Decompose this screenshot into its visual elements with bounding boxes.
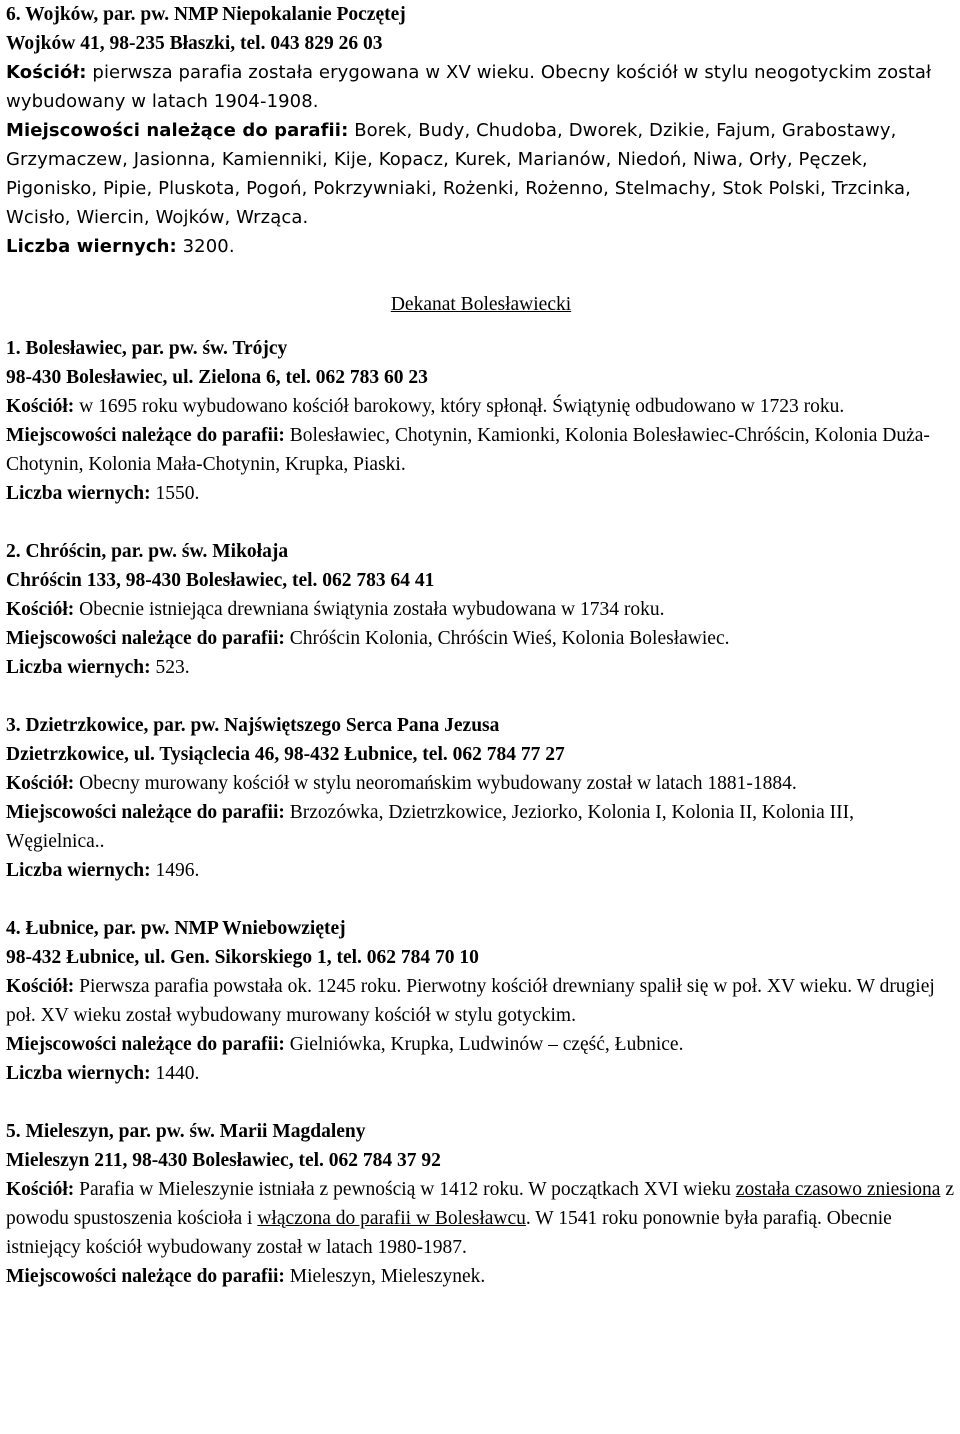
church-label: Kościół: — [6, 773, 75, 794]
parish-heading: 5. Mieleszyn, par. pw. św. Marii Magdaleny — [6, 1121, 366, 1142]
parish-heading: 6. Wojków, par. pw. NMP Niepokalanie Poczętej — [6, 4, 406, 25]
parish-church-info — [6, 972, 956, 1030]
parish-localities — [6, 116, 956, 232]
parish-3-dzietrzkowice — [6, 711, 956, 885]
parish-church-info — [6, 58, 956, 116]
faithful-text: 3200. — [176, 236, 235, 257]
localities-label: Miejscowości należące do parafii: — [6, 802, 285, 823]
church-text: z powodu spustoszenia kościoła i — [6, 1179, 954, 1229]
parish-2-chroscin — [6, 537, 956, 682]
parish-church-info — [6, 769, 956, 798]
parish-6-wojkow — [6, 0, 956, 261]
localities-text: Chróścin Kolonia, Chróścin Wieś, Kolonia Bolesławiec. — [284, 628, 730, 649]
parish-faithful-count — [6, 232, 956, 261]
parish-church-info — [6, 595, 956, 624]
parish-localities — [6, 798, 956, 856]
parish-heading: 4. Łubnice, par. pw. NMP Wniebowziętej — [6, 918, 346, 939]
parish-localities — [6, 1262, 956, 1291]
parish-faithful-count — [6, 653, 956, 682]
parish-localities — [6, 421, 956, 479]
parish-localities — [6, 624, 956, 653]
parish-faithful-count — [6, 856, 956, 885]
localities-label: Miejscowości należące do parafii: — [6, 425, 285, 446]
localities-text: Gielniówka, Krupka, Ludwinów – część, Łubnice. — [284, 1034, 684, 1055]
church-text: . W 1541 roku ponownie była parafią. Obecnie istniejący kościół wybudowany został w latach 1980-1987. — [6, 1208, 892, 1258]
spacer — [6, 1088, 956, 1117]
faithful-label: Liczba wiernych: — [6, 483, 151, 504]
parish-faithful-count — [6, 1059, 956, 1088]
parish-localities — [6, 1030, 956, 1059]
church-label: Kościół: — [6, 976, 75, 997]
faithful-label: Liczba wiernych: — [6, 1063, 151, 1084]
parish-1-boleslawiec — [6, 334, 956, 508]
church-text: Obecny murowany kościół w stylu neoromańskim wybudowany został w latach 1881-1884. — [74, 773, 797, 794]
faithful-text: 1550. — [150, 483, 200, 504]
deanery-heading: Dekanat Bolesławiecki — [390, 294, 572, 315]
localities-label: Miejscowości należące do parafii: — [6, 1034, 285, 1055]
parish-heading: 3. Dzietrzkowice, par. pw. Najświętszego Serca Pana Jezusa — [6, 715, 500, 736]
parish-4-lubnice — [6, 914, 956, 1088]
parish-5-mieleszyn — [6, 1117, 956, 1291]
church-text: Parafia w Mieleszynie istniała z pewnością w 1412 roku. W początkach XVI wieku — [74, 1179, 736, 1200]
localities-label: Miejscowości należące do parafii: — [6, 120, 349, 141]
faithful-label: Liczba wiernych: — [6, 860, 151, 881]
localities-text: Mieleszyn, Mieleszynek. — [284, 1266, 486, 1287]
document-page — [6, 0, 956, 1291]
localities-label: Miejscowości należące do parafii: — [6, 628, 285, 649]
underlined-phrase: została czasowo zniesiona — [735, 1179, 941, 1200]
parish-heading: 2. Chróścin, par. pw. św. Mikołaja — [6, 541, 289, 562]
parish-church-info — [6, 392, 956, 421]
church-text: Pierwsza parafia powstała ok. 1245 roku. Pierwotny kościół drewniany spalił się w poł. XV wieku. W drugiej poł. XV wieku został wybudowany murowany kościół w stylu gotyckim. — [6, 976, 935, 1026]
localities-label: Miejscowości należące do parafii: — [6, 1266, 285, 1287]
church-text: w 1695 roku wybudowano kościół barokowy, który spłonął. Świątynię odbudowano w 1723 roku. — [74, 396, 845, 417]
localities-text: Bolesławiec, Chotynin, Kamionki, Kolonia Bolesławiec-Chróścin, Kolonia Duża-Chotynin, Kolonia Mała-Chotynin, Krupka, Piaski. — [6, 425, 930, 475]
parish-faithful-count — [6, 479, 956, 508]
church-label: Kościół: — [6, 396, 75, 417]
church-text: Obecnie istniejąca drewniana świątynia została wybudowana w 1734 roku. — [74, 599, 665, 620]
spacer — [6, 885, 956, 914]
church-label: Kościół: — [6, 1179, 75, 1200]
church-label: Kościół: — [6, 62, 87, 83]
underlined-phrase: włączona do parafii w Bolesławcu — [257, 1208, 526, 1229]
faithful-label: Liczba wiernych: — [6, 236, 177, 257]
faithful-text: 1496. — [150, 860, 200, 881]
church-text: pierwsza parafia została erygowana w XV wieku. Obecny kościół w stylu neogotyckim został wybudowany w latach 1904-1908. — [6, 62, 932, 112]
church-label: Kościół: — [6, 599, 75, 620]
parish-address: 98-432 Łubnice, ul. Gen. Sikorskiego 1, tel. 062 784 70 10 — [6, 947, 479, 968]
spacer — [6, 508, 956, 537]
spacer — [6, 682, 956, 711]
parish-address: Dzietrzkowice, ul. Tysiąclecia 46, 98-432 Łubnice, tel. 062 784 77 27 — [6, 744, 565, 765]
parish-address: Chróścin 133, 98-430 Bolesławiec, tel. 062 783 64 41 — [6, 570, 435, 591]
faithful-text: 523. — [150, 657, 190, 678]
parish-address: Mieleszyn 211, 98-430 Bolesławiec, tel. 062 784 37 92 — [6, 1150, 441, 1171]
parish-address: Wojków 41, 98-235 Błaszki, tel. 043 829 26 03 — [6, 33, 383, 54]
faithful-label: Liczba wiernych: — [6, 657, 151, 678]
parish-church-info — [6, 1175, 956, 1262]
localities-text: Borek, Budy, Chudoba, Dworek, Dzikie, Fajum, Grabostawy, Grzymaczew, Jasionna, Kamienniki, Kije, Kopacz, Kurek, Marianów, Niedoń, Niwa, Orły, Pęczek, Pigonisko, Pipie, Pluskota, Pogoń, Pokrzywniaki, Rożenki, Rożenno, Stelmachy, Stok Polski, Trzcinka, Wcisło, Wiercin, Wojków, Wrząca. — [6, 120, 912, 228]
parish-heading: 1. Bolesławiec, par. pw. św. Trójcy — [6, 338, 288, 359]
parish-address: 98-430 Bolesławiec, ul. Zielona 6, tel. 062 783 60 23 — [6, 367, 428, 388]
localities-text: Brzozówka, Dzietrzkowice, Jeziorko, Kolonia I, Kolonia II, Kolonia III, Węgielnica.. — [6, 802, 854, 852]
faithful-text: 1440. — [150, 1063, 200, 1084]
